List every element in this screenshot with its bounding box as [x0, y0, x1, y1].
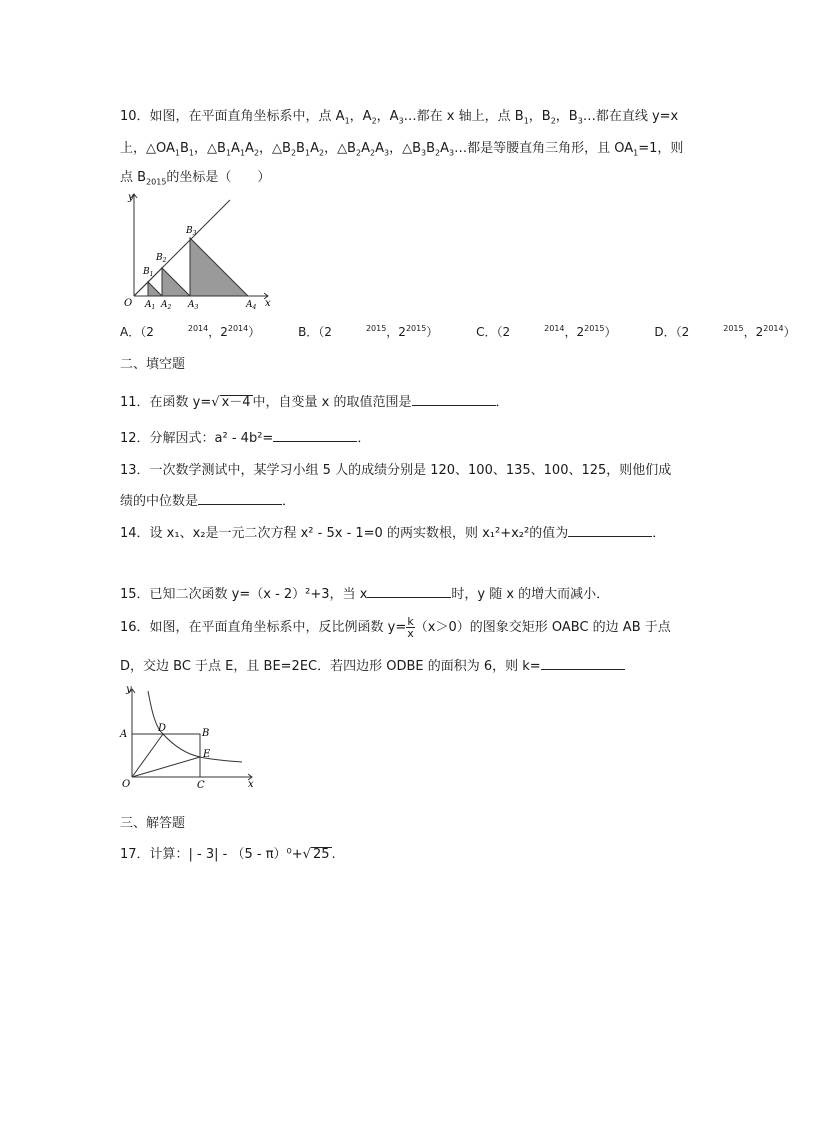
- q16-answer-blank[interactable]: [541, 658, 625, 670]
- q15-text: 15．已知二次函数 y=（x - 2）²+3，当 x: [120, 587, 368, 602]
- q13-answer-blank[interactable]: [198, 493, 282, 505]
- q12-answer-blank[interactable]: [273, 430, 357, 442]
- option-a[interactable]: A．（2 $^{2014}$，$2^{2014}$）: [120, 324, 261, 339]
- fig2-label-e: E: [203, 749, 211, 760]
- q10-text-f: =1，则: [638, 141, 684, 156]
- q10-text-e: 都是等腰直角三角形，且 OA: [467, 141, 634, 156]
- q10-text-d: 上，△OA: [120, 141, 175, 156]
- q17: 17．计算：| - 3| - （5 - π）⁰+√ 25 .: [120, 847, 336, 862]
- q12: 12．分解因式：a² - 4b²= ．: [120, 431, 371, 446]
- q14: 14．设 x₁、x₂是一元二次方程 x² - 5x - 1=0 的两实数根，则 x₁²+x₂²的值为 ．: [120, 526, 666, 541]
- fig1-label-o: O: [124, 298, 133, 309]
- section-heading-solutions: 三、解答题: [120, 816, 186, 831]
- q10-line2: 上，$\triangle OA_1B_1$，$\triangle B_1A_1A_2$，$\triangle B_2B_1A_2$，$\triangle B_2A_2A_3$，$\triangle B_3B_2A_3\dots$都是等腰直角三角形，且 $OA_1=1$，则: [120, 141, 684, 158]
- fig1-label-b3: $B_3$: [186, 226, 197, 237]
- fig2-label-o: O: [122, 779, 131, 790]
- figure-rectangle-hyperbola: [118, 683, 258, 795]
- q10-line3: [120, 166, 270, 187]
- fig1-label-b1: $B_1$: [143, 267, 154, 278]
- fig1-label-a4: $A_4$: [246, 300, 257, 311]
- q16-fraction: $\frac{k}{x}$: [407, 615, 414, 640]
- q12-text: 12．分解因式：a² - 4b²=: [120, 431, 274, 446]
- fig2-label-a: A: [120, 729, 128, 740]
- q15: [120, 583, 609, 602]
- q11-text-b: 中，自变量 x 的取值范围是: [252, 395, 412, 410]
- q10-options: [120, 323, 830, 340]
- option-d[interactable]: D．（2 $^{2015}$，$2^{2014}$）: [654, 324, 796, 339]
- q16-text-c: D，交边 BC 于点 E，且 BE=2EC．若四边形 ODBE 的面积为 6，则 k=: [120, 659, 541, 674]
- q11: 11．在函数 y=√ x－4 中，自变量 x 的取值范围是 ．: [120, 395, 509, 410]
- fig2-label-y: y: [126, 684, 132, 695]
- q14-answer-blank[interactable]: [568, 525, 652, 537]
- fig2-label-x: x: [248, 779, 254, 790]
- q13-text: 绩的中位数是: [120, 494, 199, 509]
- q13-line2: 绩的中位数是 ．: [120, 494, 296, 509]
- q10-text-c: 都在直线 y=x: [595, 109, 679, 124]
- q11-answer-blank[interactable]: [412, 394, 496, 406]
- q10-text-g: 点 B: [120, 170, 147, 185]
- fig1-label-b2: $B_2$: [156, 253, 167, 264]
- fig2-label-d: D: [158, 723, 167, 734]
- fig1-label-a1: $A_1$: [145, 300, 156, 311]
- section-heading-fill-in: 二、填空题: [120, 357, 186, 372]
- q17-radicand: 25: [312, 847, 330, 862]
- q16-text: 16．如图，在平面直角坐标系中，反比例函数 y=: [120, 620, 407, 635]
- q11-radicand: x－4: [221, 395, 251, 410]
- q10-text-h: 的坐标是（ ）: [166, 170, 271, 185]
- q17-text: 17．计算：| - 3| - （5 - π）⁰+: [120, 847, 303, 862]
- fig2-label-b: B: [202, 728, 210, 739]
- option-c[interactable]: C．（2 $^{2014}$，$2^{2015}$）: [476, 324, 617, 339]
- q10-text-b: 都在 x 轴上，点 B: [416, 109, 524, 124]
- fig1-label-a3: $A_3$: [188, 300, 199, 311]
- q11-text: 11．在函数 y=: [120, 395, 212, 410]
- fig1-label-a2: $A_2$: [161, 300, 172, 311]
- fig1-label-x: x: [265, 298, 271, 309]
- q14-text: 14．设 x₁、x₂是一元二次方程 x² - 5x - 1=0 的两实数根，则 x₁²+x₂²的值为: [120, 526, 569, 541]
- q10-text: 10．如图，在平面直角坐标系中，点 A: [120, 109, 345, 124]
- q15-text-b: 时，y 随 x 的增大而减小．: [451, 587, 610, 602]
- q16-text-b: （x＞0）的图象交矩形 OABC 的边 AB 于点: [414, 620, 671, 635]
- q16-line2: [120, 655, 625, 674]
- fig1-label-y: y: [128, 192, 134, 203]
- q15-answer-blank[interactable]: [367, 586, 451, 598]
- q10-sub-2015: 2015: [146, 177, 167, 187]
- q16-line1: [120, 616, 671, 639]
- fig2-label-c: C: [197, 780, 205, 791]
- figure-triangles: [118, 188, 273, 310]
- option-b[interactable]: B．（2 $^{2015}$，$2^{2015}$）: [298, 324, 439, 339]
- q10-line1: 10．如图，在平面直角坐标系中，点 $A_1$，$A_2$，$A_3\dots$都在 x 轴上，点 $B_1$，$B_2$，$B_3\dots$都在直线 y=x: [120, 109, 679, 126]
- q13-line1: 13．一次数学测试中，某学习小组 5 人的成绩分别是 120、100、135、100、125，则他们成: [120, 463, 672, 478]
